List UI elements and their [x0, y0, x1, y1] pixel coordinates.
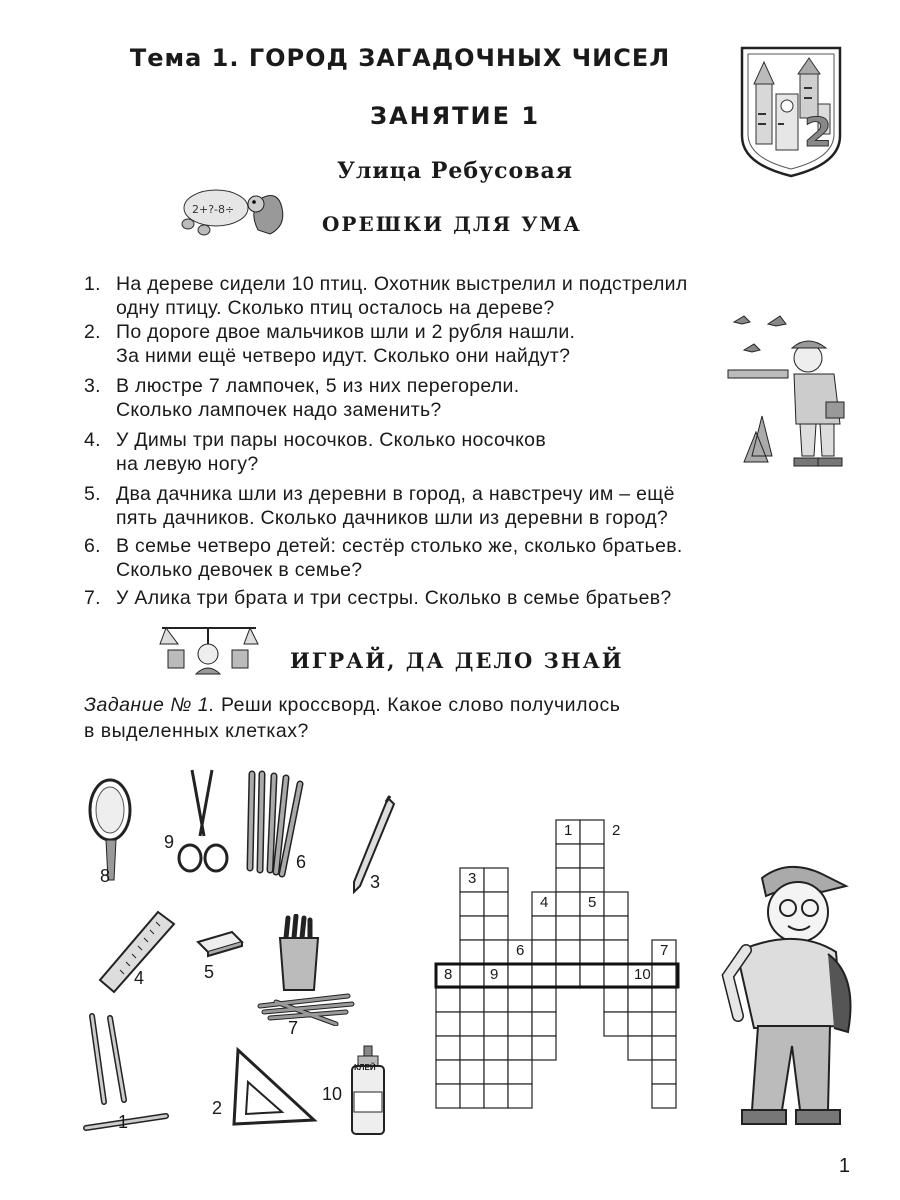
crossword-number-4: 4 [540, 894, 549, 911]
crossword-cell [652, 1084, 676, 1108]
question-text: У Димы три пары носочков. Сколько носочков [116, 429, 546, 451]
question-text: на левую ногу? [116, 453, 259, 475]
city-coat-of-arms-illustration [738, 44, 844, 180]
crossword-cell [484, 868, 508, 892]
glue-label: КЛЕЙ [354, 1063, 376, 1072]
task-label: Задание № 1. [84, 694, 216, 716]
crossword-cell [460, 1060, 484, 1084]
question-4 [84, 428, 546, 476]
crossword-cell [532, 964, 556, 988]
crossword-cell [628, 1012, 652, 1036]
crossword-cell [508, 988, 532, 1012]
crossword-cell [436, 1060, 460, 1084]
lesson-title: ЗАНЯТИЕ 1 [369, 102, 541, 130]
crossword-number-1: 1 [564, 822, 573, 839]
question-2 [84, 320, 575, 368]
crossword-cell [532, 988, 556, 1012]
question-number: 3. [84, 375, 101, 397]
crossword-cell [580, 820, 604, 844]
crossword-cell [460, 1012, 484, 1036]
crossword-cell [604, 940, 628, 964]
crossword-number-6: 6 [516, 942, 525, 959]
crossword-cell [652, 1036, 676, 1060]
crossword-cell [484, 916, 508, 940]
set-square-illustration [228, 1044, 318, 1128]
crossword-cell [508, 964, 532, 988]
squirrel-nuts-illustration [178, 180, 290, 240]
crossword-cell [556, 964, 580, 988]
mirror-illustration [84, 774, 138, 886]
crossword-cell [508, 1012, 532, 1036]
crossword-number-9: 9 [490, 966, 499, 983]
question-number: 1. [84, 273, 101, 295]
crossword-cell [460, 1036, 484, 1060]
question-6 [84, 534, 683, 582]
pencil-cup-and-sticks-illustration [256, 914, 356, 1026]
svg-text:2+?-8÷: 2+?-8÷ [192, 203, 235, 216]
felt-pens-illustration [246, 770, 322, 878]
crossword-cell [508, 1036, 532, 1060]
question-3 [84, 374, 519, 422]
task-text-line2: в выделенных клетках? [84, 720, 309, 742]
question-text: В семье четверо детей: сестёр столько же, сколько братьев. [116, 535, 683, 557]
crossword-cell [604, 892, 628, 916]
crossword-cell [580, 964, 604, 988]
crossword-cell [532, 916, 556, 940]
item-label-7: 7 [288, 1018, 299, 1038]
crossword-cell [532, 1036, 556, 1060]
crossword-cell [460, 988, 484, 1012]
crossword-cell [556, 916, 580, 940]
crossword-number-5: 5 [588, 894, 597, 911]
crossword-cell [484, 892, 508, 916]
crossword-cell [652, 1012, 676, 1036]
crossword-cell [580, 916, 604, 940]
crossword-cell [484, 1036, 508, 1060]
crossword-number-7: 7 [660, 942, 669, 959]
section-title-play: ИГРАЙ, ДА ДЕЛО ЗНАЙ [290, 648, 624, 673]
crossword-cell [460, 916, 484, 940]
crossword-cell [436, 1036, 460, 1060]
item-label-6: 6 [296, 852, 307, 872]
crossword-cell [484, 1060, 508, 1084]
crossword-number-10: 10 [634, 966, 651, 983]
crossword-cell [652, 1060, 676, 1084]
question-text: На дереве сидели 10 птиц. Охотник выстрелил и подстрелил [116, 273, 688, 295]
task-text-line1: Реши кроссворд. Какое слово получилось [221, 694, 621, 716]
eraser-illustration [194, 928, 246, 958]
crossword-cell [604, 988, 628, 1012]
crossword-cell [604, 1012, 628, 1036]
boy-with-backpack-illustration [718, 856, 862, 1132]
item-label-4: 4 [134, 968, 145, 988]
crossword-cell [652, 988, 676, 1012]
item-label-9: 9 [164, 832, 175, 852]
question-number: 7. [84, 587, 101, 609]
crossword-cell [436, 1012, 460, 1036]
question-text: По дороге двое мальчиков шли и 2 рубля нашли. [116, 321, 576, 343]
crossword-grid [430, 818, 690, 1114]
crossword-cell [508, 1060, 532, 1084]
crossword-number-2: 2 [612, 822, 621, 839]
crossword-cell [532, 940, 556, 964]
crossword-cell [436, 1084, 460, 1108]
crossword-cell [580, 940, 604, 964]
crossword-cell [460, 1084, 484, 1108]
question-5 [84, 482, 675, 530]
question-number: 4. [84, 429, 101, 451]
crossword-cell [628, 988, 652, 1012]
crossword-number-3: 3 [468, 870, 477, 887]
scissors-illustration [174, 766, 230, 880]
crossword-cell [484, 988, 508, 1012]
crossword-cell [484, 940, 508, 964]
crossword-cell [580, 868, 604, 892]
item-label-5: 5 [204, 962, 215, 982]
crossword-cell [532, 1012, 556, 1036]
crossword-cell [436, 988, 460, 1012]
question-text: Сколько девочек в семье? [116, 559, 363, 581]
crossword-cell [652, 964, 676, 988]
crossword-number-8: 8 [444, 966, 453, 983]
topic-title: Тема 1. ГОРОД ЗАГАДОЧНЫХ ЧИСЕЛ [129, 44, 671, 72]
page-number: 1 [838, 1155, 850, 1177]
question-7 [84, 586, 672, 610]
crossword-cell [484, 1084, 508, 1108]
crossword-cell [604, 916, 628, 940]
street-title: Улица Ребусовая [336, 158, 573, 184]
hunter-with-birds-illustration [722, 306, 856, 470]
crossword-cell [508, 1084, 532, 1108]
question-text: В люстре 7 лампочек, 5 из них перегорели. [116, 375, 520, 397]
crossword-cell [460, 964, 484, 988]
crossword-cell [556, 844, 580, 868]
question-text: пять дачников. Сколько дачников шли из деревни в город? [116, 507, 669, 529]
crossword-cell [556, 868, 580, 892]
question-text: За ними ещё четверо идут. Сколько они найдут? [116, 345, 571, 367]
glue-bottle-illustration [348, 1044, 388, 1138]
crossword-cell [604, 964, 628, 988]
crossword-cell [460, 940, 484, 964]
crossword-cell [484, 1012, 508, 1036]
item-label-1: 1 [118, 1112, 129, 1132]
item-label-3: 3 [370, 872, 381, 892]
question-number: 2. [84, 321, 101, 343]
crossword-cell [556, 940, 580, 964]
svg-text:2: 2 [804, 110, 832, 156]
question-text: Два дачника шли из деревни в город, а навстречу им – ещё [116, 483, 675, 505]
crossword-cell [580, 844, 604, 868]
question-text: Сколько лампочек надо заменить? [116, 399, 442, 421]
question-text: У Алика три брата и три сестры. Сколько в семье братьев? [116, 587, 672, 609]
item-label-2: 2 [212, 1098, 223, 1118]
question-1 [84, 272, 688, 320]
question-number: 6. [84, 535, 101, 557]
section-title-nuts: ОРЕШКИ ДЛЯ УМА [322, 212, 582, 236]
question-number: 5. [84, 483, 101, 505]
crossword-cell [556, 892, 580, 916]
question-text: одну птицу. Сколько птиц осталось на дереве? [116, 297, 555, 319]
crossword-cell [628, 1036, 652, 1060]
item-label-8: 8 [100, 866, 111, 886]
item-label-10: 10 [322, 1084, 343, 1104]
scales-boy-illustration [158, 622, 260, 676]
crossword-cell [460, 892, 484, 916]
task-1 [84, 692, 620, 744]
